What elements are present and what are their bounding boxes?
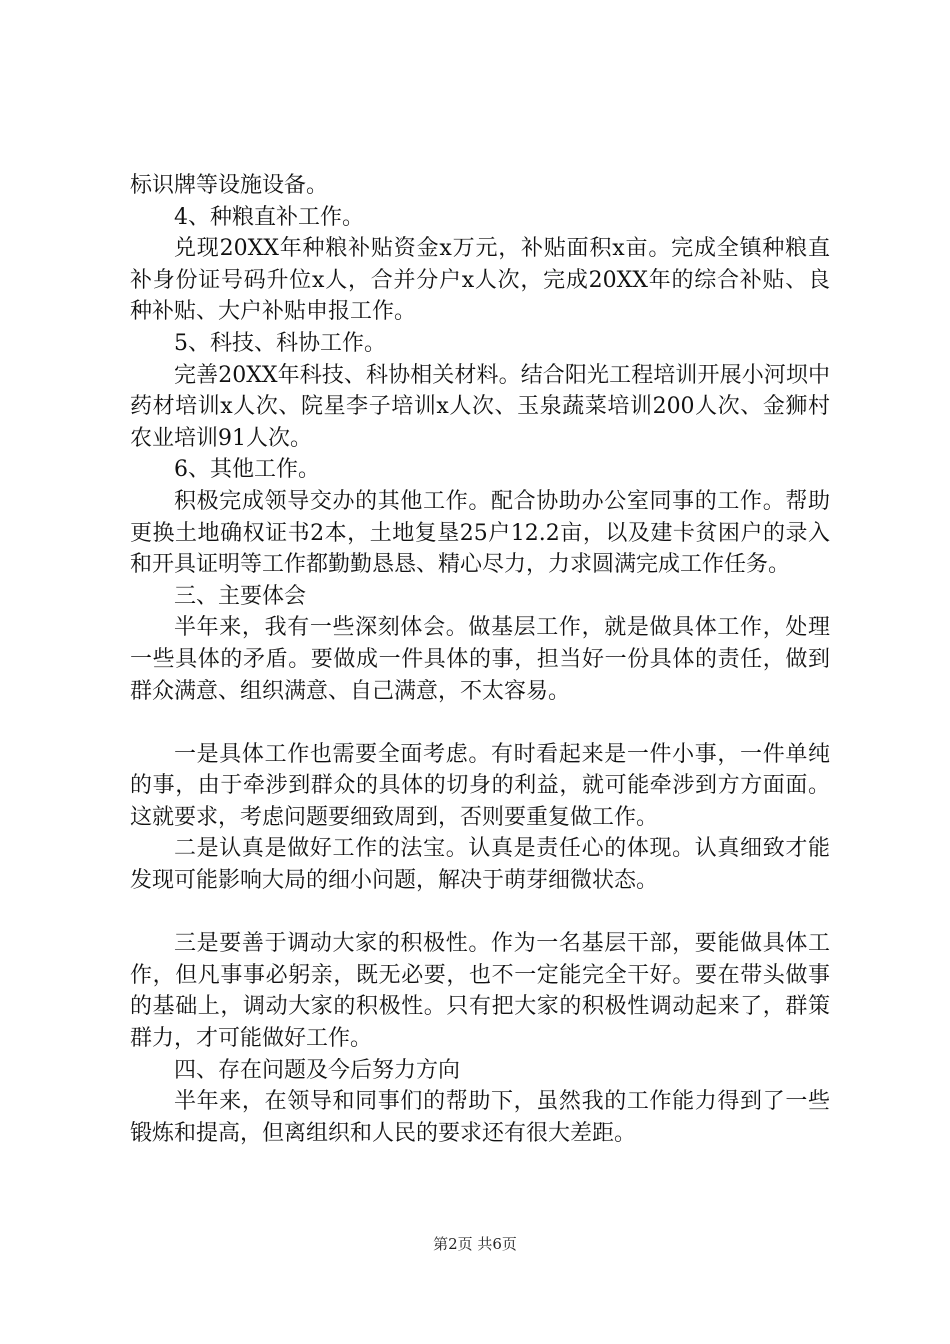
paragraph-grain-subsidy: 兑现20XX年种粮补贴资金x万元，补贴面积x亩。完成全镇种粮直补身份证号码升位x人，合并分户x人次，完成20XX年的综合补贴、良种补贴、大户补贴申报工作。 xyxy=(130,236,830,325)
page-number-footer: 第2页 共6页 xyxy=(433,1235,517,1253)
blank-line xyxy=(130,707,830,739)
heading-main-experience: 三、主要体会 xyxy=(174,583,307,609)
heading-technology: 5、科技、科协工作。 xyxy=(174,330,386,356)
paragraph-other-work: 积极完成领导交办的其他工作。配合协助办公室同事的工作。帮助更换土地确权证书2本，土地复垦25户12.2亩，以及建卡贫困户的录入和开具证明等工作都勤勤恳恳、精心尽力，力求圆满完成工作任务。 xyxy=(130,488,830,578)
paragraph-point-one: 一是具体工作也需要全面考虑。有时看起来是一件小事，一件单纯的事，由于牵涉到群众的具体的切身的利益，就可能牵涉到方方面面。这就要求，考虑问题要细致周到，否则要重复做工作。 xyxy=(130,741,830,830)
heading-grain-subsidy: 4、种粮直补工作。 xyxy=(174,204,364,230)
paragraph-problems-direction: 半年来，在领导和同事们的帮助下，虽然我的工作能力得到了一些锻炼和提高，但离组织和人民的要求还有很大差距。 xyxy=(130,1089,830,1146)
paragraph-point-three: 三是要善于调动大家的积极性。作为一名基层干部，要能做具体工作，但凡事事必躬亲，既无必要，也不一定能完全干好。要在带头做事的基础上，调动大家的积极性。只有把大家的积极性调动起来了，群策群力，才可能做好工作。 xyxy=(130,931,830,1052)
paragraph-technology: 完善20XX年科技、科协相关材料。结合阳光工程培训开展小河坝中药材培训x人次、院星李子培训x人次、玉泉蔬菜培训200人次、金狮村农业培训91人次。 xyxy=(130,362,830,451)
paragraph-continuation: 标识牌等设施设备。 xyxy=(130,173,329,198)
heading-problems-direction: 四、存在问题及今后努力方向 xyxy=(174,1057,461,1083)
heading-other-work: 6、其他工作。 xyxy=(174,457,320,483)
blank-line xyxy=(130,897,830,929)
document-body xyxy=(130,170,830,1149)
paragraph-point-two: 二是认真是做好工作的法宝。认真是责任心的体现。认真细致才能发现可能影响大局的细小问题，解决于萌芽细微状态。 xyxy=(130,836,830,894)
paragraph-main-experience: 半年来，我有一些深刻体会。做基层工作，就是做具体工作，处理一些具体的矛盾。要做成一件具体的事，担当好一份具体的责任，做到群众满意、组织满意、自己满意，不太容易。 xyxy=(130,615,830,704)
